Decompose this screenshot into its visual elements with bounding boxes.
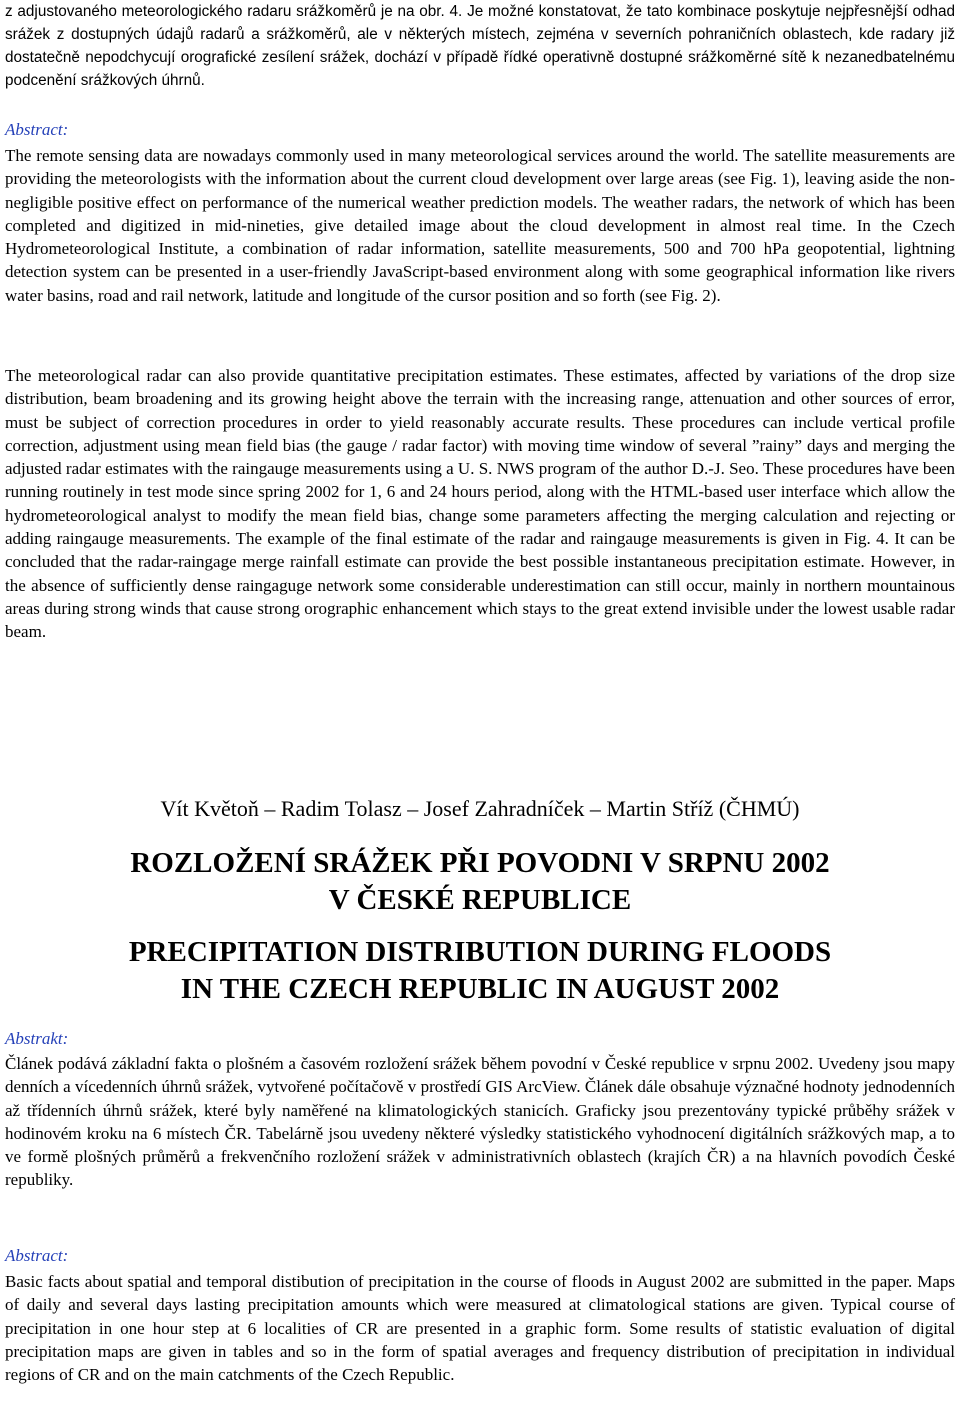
abstract-label-bottom: Abstract:: [5, 1246, 69, 1265]
article-title-english: [0, 934, 960, 1008]
abstract-paragraph-english: Basic facts about spatial and temporal distibution of precipitation in the course of floods in August 2002 are submitted in the paper. Maps of daily and several days lasting precipitation amounts which were measured at climatological stations are given. Typical course of precipitation in one hour step at 6 localities of CR are presented in a graphic form. Some results of statistic evaluation of digital precipitation maps are given in tables and so in the form of spatial averages and frequency distribution of precipitation in individual regions of CR and on the main catchments of the Czech Republic.: [5, 1272, 955, 1385]
abstrakt-paragraph: Článek podává základní fakta o plošném a časovém rozložení srážek během povodní v České republice v srpnu 2002. Uvedeny jsou mapy denních a vícedenních úhrnů srážek, vytvořené počítačově v prostředí GIS ArcView. Článek dále obsahuje význačné hodnoty jednodenních až třídenních úhrnů srážek, které byly naměřené na klimatologických stanicích. Graficky jsou prezentovány typické průběhy srážek v hodinovém kroku na 6 místech ČR. Tabelárně jsou uvedeny některé výsledky statistického vyhodnocení digitálních srážkových map, a to ve formě plošných průměrů a frekvenčního rozložení srážek v administrativních oblastech (krajích ČR) a na hlavních povodích České republiky.: [5, 1054, 955, 1190]
abstract-label-top: Abstract:: [5, 120, 69, 139]
title-english-line-2: IN THE CZECH REPUBLIC IN AUGUST 2002: [180, 973, 780, 1005]
title-czech-line-2: V ČESKÉ REPUBLICE: [328, 884, 632, 916]
article-authors: Vít Květoň – Radim Tolasz – Josef Zahradníček – Martin Stříž (ČHMÚ): [160, 796, 800, 821]
article-title-czech: [0, 845, 960, 919]
title-english-line-1: PRECIPITATION DISTRIBUTION DURING FLOODS: [128, 936, 832, 968]
title-czech-line-1: ROZLOŽENÍ SRÁŽEK PŘI POVODNI V SRPNU 2002: [130, 847, 830, 879]
abstract-paragraph-2: The meteorological radar can also provide quantitative precipitation estimates. These estimates, affected by variations of the drop size distribution, beam broadening and its growing height above the terrain with the increasing range, attenuation and other sources of error, must be subject of correction procedures in order to yield reasonably accurate results. These procedures can include vertical profile correction, adjustment using mean field bias (the gauge / radar factor) with moving time window of several ”rainy” days and merging the adjusted radar estimates with the raingauge measurements using a U. S. NWS program of the author D.-J. Seo. These procedures have been running routinely in test mode since spring 2002 for 1, 6 and 24 hours period, along with the HTML-based user interface which allow the hydrometeorological analyst to modify the mean field bias, change some parameters affecting the merging calculation and rejecting or adding raingauge measurements. The example of the final estimate of the radar and raingauge measurements is given in Fig. 4. It can be concluded that the radar-raingage merge rainfall estimate can provide the best possible instantaneous precipitation estimate. However, in the absence of sufficiently dense raingaguge network some considerable underestimation can still occur, mainly in northern mountainous areas during strong winds that cause strong orographic enhancement which stays to the great extend invisible under the lowest usable radar beam.: [5, 366, 955, 642]
czech-continuation-paragraph: z adjustovaného meteorologického radaru srážkoměrů je na obr. 4. Je možné konstatovat, že tato kombinace poskytuje nejpřesnější odhad srážek z dostupných údajů radarů a srážkoměrů, ale v některých místech, zejména v severních pohraničních oblastech, kde radary již dostatečně nepodchycují orografické zesílení srážek, dochází v případě řídké operativně dostupné srážkoměrné sítě k nezanedbatelnému podcenění srážkových úhrnů.: [5, 3, 955, 89]
abstrakt-label: Abstrakt:: [5, 1029, 69, 1048]
abstract-paragraph-1: The remote sensing data are nowadays commonly used in many meteorological services around the world. The satellite measurements are providing the meteorologists with the information about the current cloud development over large areas (see Fig. 1), leaving aside the non-negligible positive effect on performance of the numerical weather prediction models. The weather radars, the network of which has been completed and digitized in mid-nineties, give detailed image about the cloud development in almost real time. In the Czech Hydrometeorological Institute, a combination of radar information, satellite measurements, 500 and 700 hPa geopotential, lightning detection system can be presented in a user-friendly JavaScript-based environment along with some geographical information like rivers water basins, road and rail network, latitude and longitude of the cursor position and so forth (see Fig. 2).: [5, 146, 955, 305]
